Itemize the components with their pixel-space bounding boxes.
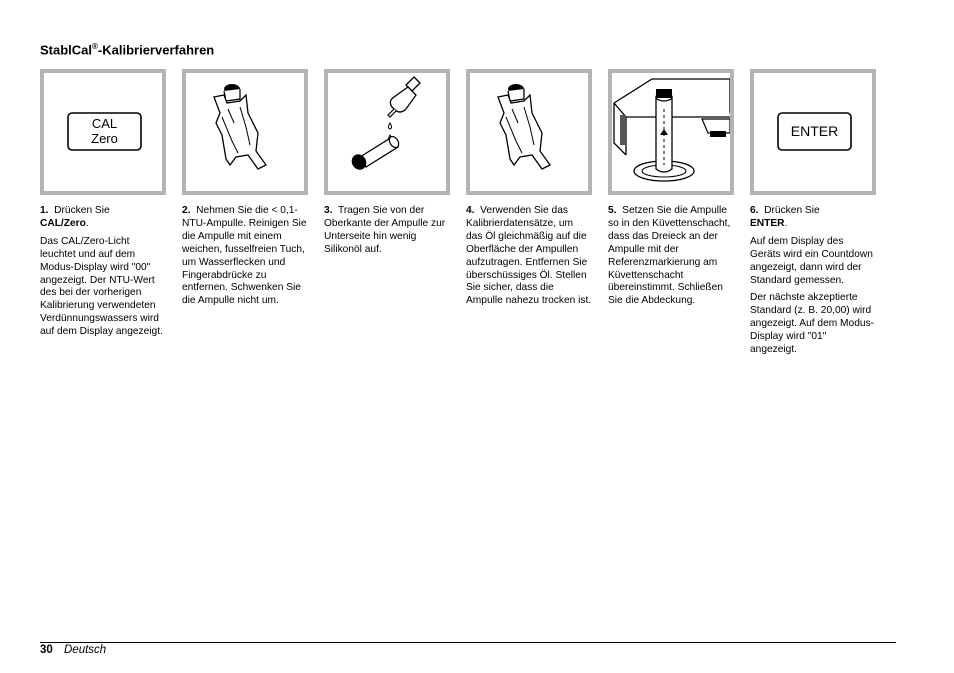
footer-divider bbox=[40, 642, 896, 643]
step-6-note-2: Der nächste akzeptierte Standard (z. B. 20,00) wird angezeigt. Auf dem Modus-Display wird "01" angezeigt. bbox=[750, 292, 875, 356]
vial-wipe-cloth-icon bbox=[186, 73, 304, 191]
step-4 bbox=[466, 69, 592, 313]
enter-key-label: ENTER bbox=[790, 123, 839, 139]
cal-zero-key-icon bbox=[44, 73, 162, 191]
section-title: StablCal®-Kalibrierverfahren bbox=[40, 42, 215, 58]
cal-key-label: CAL bbox=[91, 116, 118, 131]
step-5 bbox=[608, 69, 734, 313]
enter-key-icon bbox=[754, 73, 872, 191]
zero-key-label: Zero bbox=[91, 131, 118, 146]
vial-oil-cloth-icon bbox=[470, 73, 588, 191]
page-footer bbox=[40, 644, 106, 656]
step-6-note-1: Auf dem Display des Geräts wird ein Countdown angezeigt, dann wird der Standard gemessen. bbox=[750, 235, 873, 286]
oil-bottle-and-vial-icon bbox=[328, 73, 446, 191]
step-3-instruction: 3. Tragen Sie von der Oberkante der Ampulle zur Unterseite hin wenig Silikonöl auf. bbox=[324, 205, 446, 255]
page-number: 30 bbox=[40, 644, 53, 656]
step-5-illustration bbox=[608, 69, 734, 195]
step-6-instruction: 6. Drücken Sie ENTER. bbox=[750, 205, 820, 229]
step-2-illustration bbox=[182, 69, 308, 195]
step-6-illustration bbox=[750, 69, 876, 195]
step-1-instruction: 1. Drücken Sie CAL/Zero. bbox=[40, 205, 110, 229]
step-3-illustration bbox=[324, 69, 450, 195]
step-5-instruction: 5. Setzen Sie die Ampulle so in den Küvettenschacht, dass das Dreieck an der Ampulle mit der Referenzmarkierung am Küvettenschacht übereinstimmt. Schließen Sie die Abdeckung. bbox=[608, 205, 731, 307]
step-2 bbox=[182, 69, 308, 313]
step-1 bbox=[40, 69, 166, 344]
step-1-illustration bbox=[40, 69, 166, 195]
vial-in-cell-holder-icon bbox=[612, 73, 730, 191]
step-1-note: Das CAL/Zero-Licht leuchtet und auf dem Modus-Display wird "00" angezeigt. Der NTU-Wert des bei der vorherigen Kalibrierung verwendeten Verdünnungswassers wird auf dem Display angezeigt. bbox=[40, 235, 163, 338]
step-2-instruction: 2. Nehmen Sie die < 0,1-NTU-Ampulle. Reinigen Sie die Ampulle mit einem weichen, fusselfreien Tuch, um Wasserflecken und Fingerabdrücke zu entfernen. Schwenken Sie die Ampulle nicht um. bbox=[182, 205, 307, 307]
step-6 bbox=[750, 69, 876, 362]
step-4-instruction: 4. Verwenden Sie das Kalibrierdatensätze, um das Öl gleichmäßig auf die Oberfläche der Ampullen aufzutragen. Entfernen Sie überschüssiges Öl. Stellen Sie sicher, dass die Ampulle nahezu trocken ist. bbox=[466, 205, 592, 307]
step-3 bbox=[324, 69, 450, 262]
footer-language: Deutsch bbox=[64, 644, 107, 656]
step-4-illustration bbox=[466, 69, 592, 195]
